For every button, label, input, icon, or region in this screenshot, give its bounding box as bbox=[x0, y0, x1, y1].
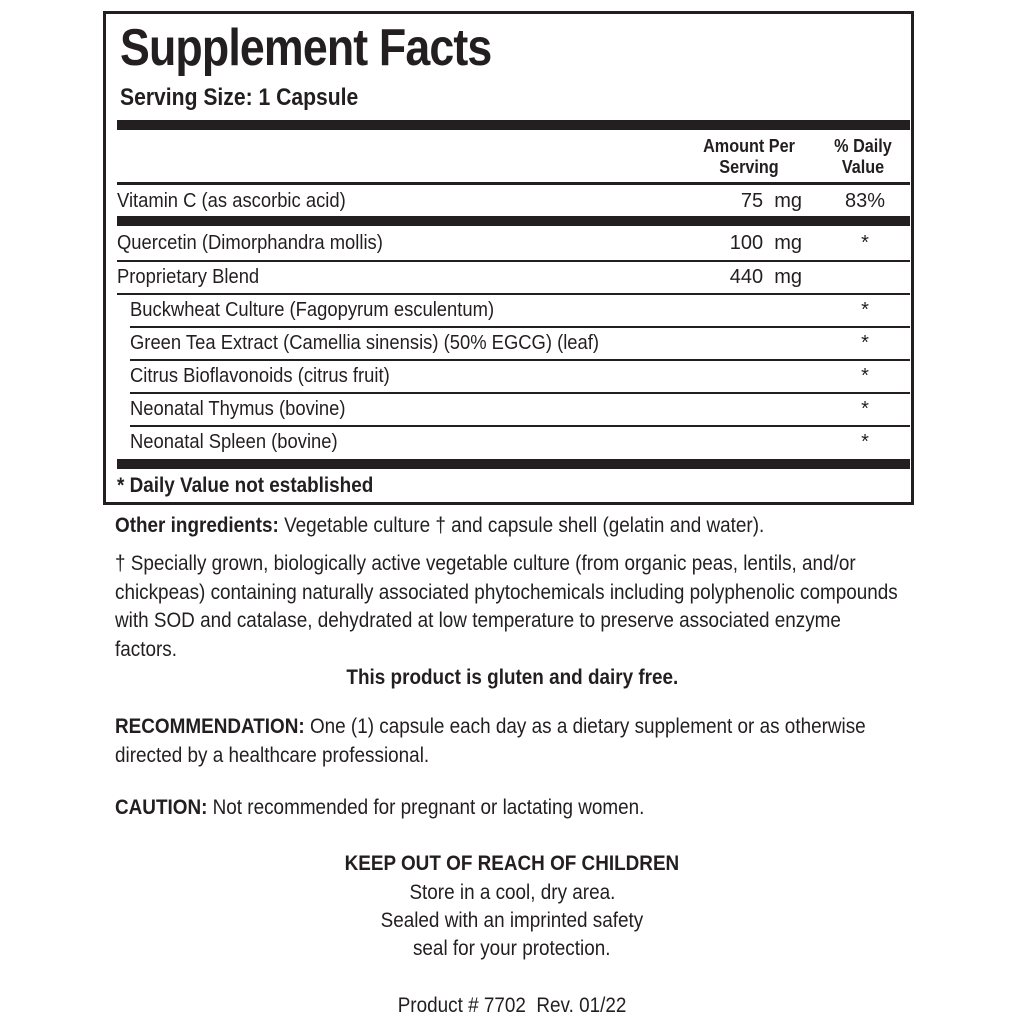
other-ingredients bbox=[115, 512, 907, 541]
blend-ingredient-name: Neonatal Thymus (bovine) bbox=[130, 398, 346, 420]
nutrient-daily-value: * bbox=[861, 332, 869, 354]
header-dv-line2: Value bbox=[841, 157, 885, 177]
other-ingredients-text: Vegetable culture † and capsule shell (gelatin and water). bbox=[278, 514, 765, 537]
divider-header bbox=[117, 182, 910, 185]
row-divider bbox=[130, 359, 910, 361]
nutrient-daily-value: * bbox=[861, 299, 869, 321]
caution bbox=[115, 794, 907, 823]
row-divider bbox=[130, 326, 910, 328]
nutrient-daily-value: 83% bbox=[844, 190, 886, 212]
caution-label: CAUTION: bbox=[115, 796, 208, 819]
nutrient-daily-value: * bbox=[861, 365, 869, 387]
divider-thick-bottom bbox=[117, 459, 910, 469]
dagger-note: † Specially grown, biologically active vegetable culture (from organic peas, lentils, and/or chickpeas) containing naturally associated phytochemicals including polyphenolic compounds with SOD and catalase, dehydrated at low temperature to preserve associated enzyme factors. bbox=[115, 552, 898, 661]
gluten-statement bbox=[0, 664, 1024, 693]
header-daily-value bbox=[814, 136, 913, 178]
nutrient-name: Proprietary Blend bbox=[117, 266, 260, 288]
daily-value-footnote: * Daily Value not established bbox=[117, 474, 374, 497]
panel-title: Supplement Facts bbox=[120, 19, 492, 77]
supplement-facts-panel bbox=[103, 11, 914, 505]
nutrient-amount: 100 mg bbox=[729, 232, 802, 254]
blend-ingredient-name: Buckwheat Culture (Fagopyrum esculentum) bbox=[130, 299, 495, 321]
seal-text-2: seal for your protection. bbox=[413, 937, 611, 960]
header-amount-line2: Serving bbox=[719, 157, 779, 177]
keep-out-warning bbox=[0, 850, 1024, 879]
product-number-text: Product # 7702 Rev. 01/22 bbox=[397, 994, 627, 1017]
product-number bbox=[0, 992, 1024, 1021]
blend-ingredient-name: Neonatal Spleen (bovine) bbox=[130, 431, 338, 453]
gluten-statement-text: This product is gluten and dairy free. bbox=[346, 666, 678, 689]
nutrient-daily-value: * bbox=[861, 398, 869, 420]
nutrient-name: Quercetin (Dimorphandra mollis) bbox=[117, 232, 383, 254]
divider-thick-mid bbox=[117, 216, 910, 226]
recommendation-text: One (1) capsule each day as a dietary supplement or as otherwise directed by a healthcare professional. bbox=[115, 715, 866, 767]
seal-line-2 bbox=[0, 935, 1024, 964]
serving-size: Serving Size: 1 Capsule bbox=[120, 84, 359, 111]
nutrient-daily-value: * bbox=[861, 232, 869, 254]
row-divider bbox=[117, 260, 910, 262]
header-amount-per-serving bbox=[691, 136, 808, 178]
row-divider bbox=[130, 425, 910, 427]
recommendation bbox=[115, 713, 907, 770]
recommendation-label: RECOMMENDATION: bbox=[115, 715, 305, 738]
divider-thick-top bbox=[117, 120, 910, 130]
other-ingredients-label: Other ingredients: bbox=[115, 514, 279, 537]
row-divider bbox=[130, 392, 910, 394]
nutrient-amount: 440 mg bbox=[729, 266, 802, 288]
nutrient-amount: 75 mg bbox=[740, 190, 802, 212]
blend-ingredient-name: Citrus Bioflavonoids (citrus fruit) bbox=[130, 365, 390, 387]
row-divider bbox=[117, 293, 910, 295]
seal-line-1 bbox=[0, 907, 1024, 936]
storage-text: Store in a cool, dry area. bbox=[409, 881, 615, 904]
keep-out-text: KEEP OUT OF REACH OF CHILDREN bbox=[344, 852, 680, 875]
header-amount-line1: Amount Per bbox=[703, 136, 795, 156]
storage-line bbox=[0, 879, 1024, 908]
nutrient-name: Vitamin C (as ascorbic acid) bbox=[117, 190, 346, 212]
caution-text: Not recommended for pregnant or lactating women. bbox=[207, 796, 645, 819]
blend-ingredient-name: Green Tea Extract (Camellia sinensis) (50% EGCG) (leaf) bbox=[130, 332, 600, 354]
seal-text-1: Sealed with an imprinted safety bbox=[380, 909, 644, 932]
nutrient-daily-value: * bbox=[861, 431, 869, 453]
header-dv-line1: % Daily bbox=[834, 136, 892, 156]
